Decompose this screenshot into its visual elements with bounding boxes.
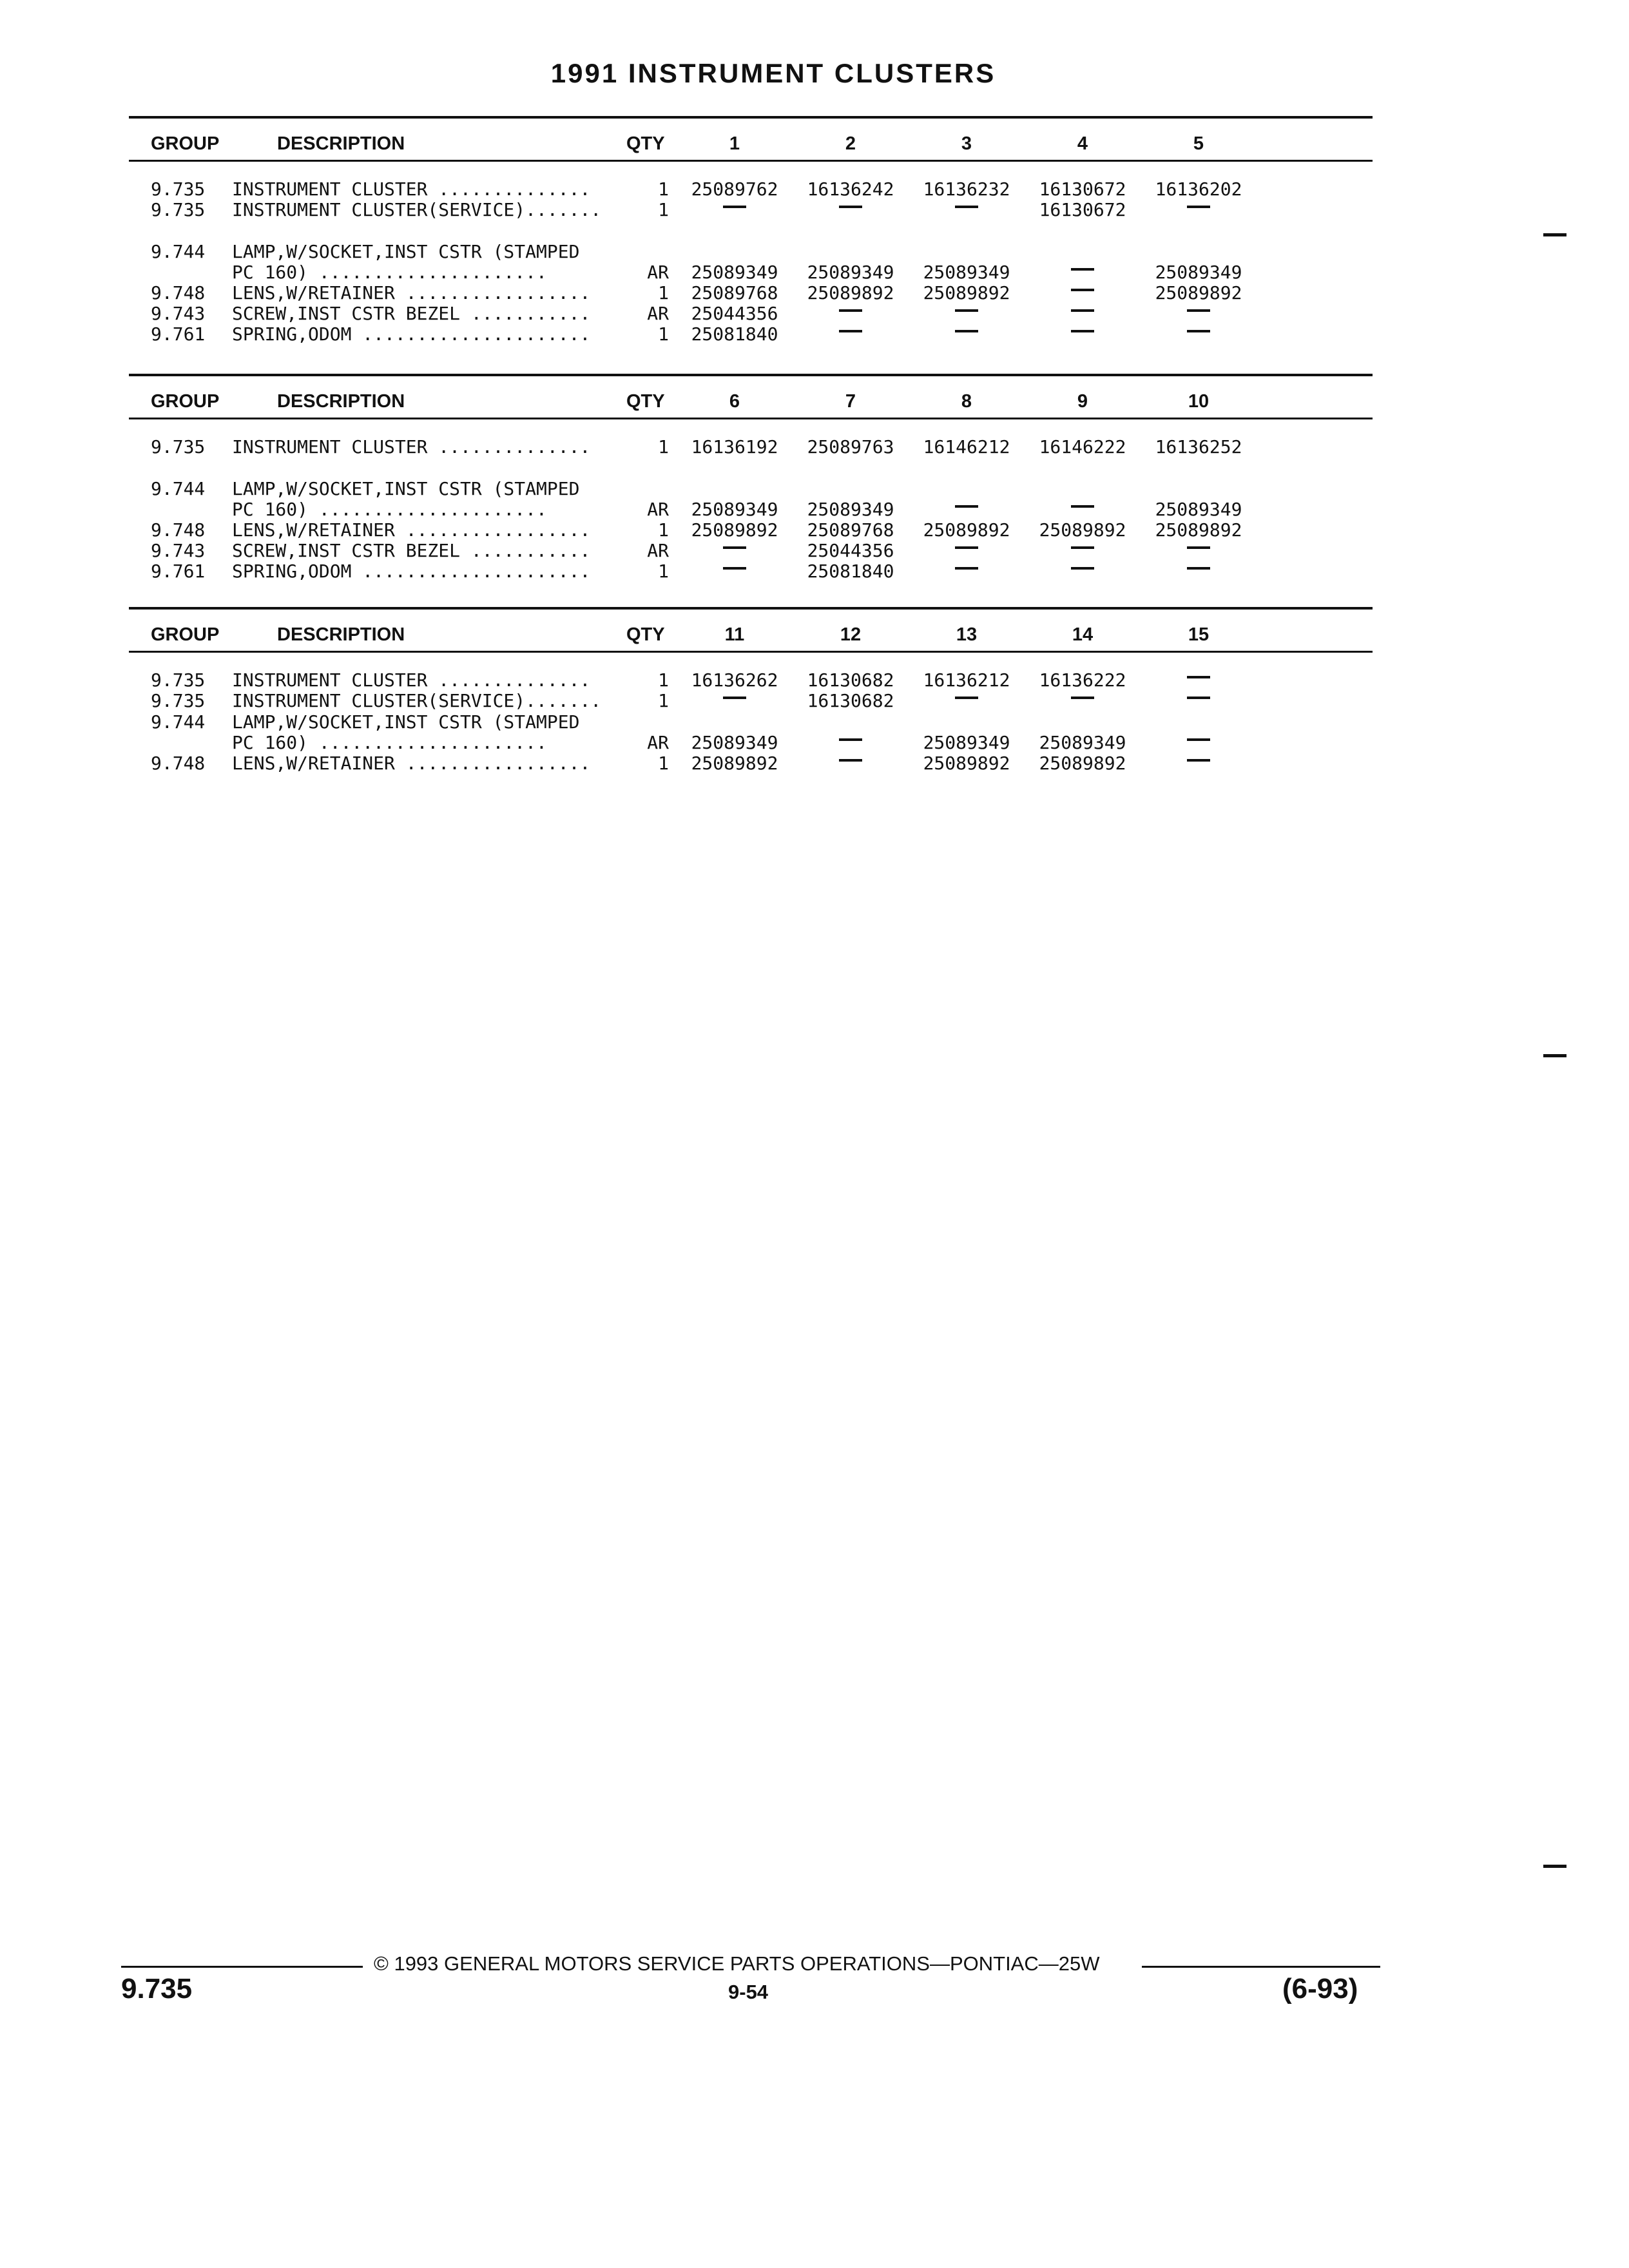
part-number: 25089349 [691, 262, 778, 283]
part-quantity: 1 [658, 282, 669, 303]
not-applicable-dash [1137, 303, 1260, 324]
part-number: 16136252 [1155, 436, 1242, 457]
not-applicable-dash [905, 541, 1028, 561]
not-applicable-dash [1021, 324, 1144, 345]
dash-mark [955, 206, 978, 208]
margin-mark [1543, 1054, 1566, 1057]
part-number: 16130682 [807, 690, 894, 711]
part-number: 25089892 [1155, 282, 1242, 303]
dash-mark [1187, 738, 1210, 741]
not-applicable-dash [905, 499, 1028, 520]
group-number: 9.761 [151, 323, 206, 345]
part-number: 25089349 [807, 262, 894, 283]
part-description: PC 160) ..................... [232, 499, 547, 520]
not-applicable-dash [1137, 691, 1260, 711]
part-number: 25089892 [691, 753, 778, 774]
part-number: 25089892 [1039, 753, 1126, 774]
header-column-2: 12 [840, 624, 862, 645]
dash-mark [839, 309, 862, 312]
part-quantity: 1 [658, 753, 669, 774]
group-number: 9.735 [151, 178, 206, 200]
group-number: 9.743 [151, 540, 206, 561]
not-applicable-dash [1137, 670, 1260, 691]
not-applicable-dash [905, 561, 1028, 582]
part-quantity: 1 [658, 690, 669, 711]
header-qty: QTY [626, 133, 665, 154]
group-number: 9.735 [151, 669, 206, 691]
footer-page-number: 9-54 [728, 1981, 769, 2003]
header-group: GROUP [151, 133, 220, 154]
not-applicable-dash [1021, 303, 1144, 324]
header-group: GROUP [151, 624, 220, 645]
dash-mark [955, 546, 978, 549]
part-description: INSTRUMENT CLUSTER(SERVICE)....... [232, 690, 602, 711]
not-applicable-dash [673, 200, 796, 220]
dash-mark [1187, 676, 1210, 678]
not-applicable-dash [905, 324, 1028, 345]
section-top-rule [129, 607, 1373, 610]
not-applicable-dash [905, 691, 1028, 711]
part-number: 16136192 [691, 436, 778, 457]
part-description: INSTRUMENT CLUSTER .............. [232, 436, 591, 457]
part-number: 25089349 [691, 499, 778, 520]
not-applicable-dash [1137, 561, 1260, 582]
footer-rule-left [121, 1966, 363, 1968]
part-description: SCREW,INST CSTR BEZEL ........... [232, 303, 591, 324]
part-description: SPRING,ODOM ..................... [232, 561, 591, 582]
group-number: 9.735 [151, 436, 206, 457]
part-description: LAMP,W/SOCKET,INST CSTR (STAMPED [232, 478, 580, 499]
section-top-rule [129, 116, 1373, 119]
dash-mark [955, 697, 978, 699]
dash-mark [839, 330, 862, 332]
part-number: 25089768 [691, 282, 778, 303]
part-quantity: AR [647, 732, 669, 753]
group-number: 9.743 [151, 303, 206, 324]
dash-mark [1187, 697, 1210, 699]
not-applicable-dash [905, 303, 1028, 324]
part-description: INSTRUMENT CLUSTER .............. [232, 669, 591, 691]
not-applicable-dash [673, 561, 796, 582]
dash-mark [1071, 309, 1094, 312]
dash-mark [955, 330, 978, 332]
page-title: 1991 INSTRUMENT CLUSTERS [550, 58, 996, 88]
part-number: 25089349 [1155, 499, 1242, 520]
header-qty: QTY [626, 391, 665, 412]
not-applicable-dash [1137, 541, 1260, 561]
part-number: 25089892 [691, 519, 778, 541]
dash-mark [1071, 330, 1094, 332]
section-header-rule [129, 651, 1373, 653]
part-quantity: 1 [658, 199, 669, 220]
part-description: LENS,W/RETAINER ................. [232, 753, 591, 774]
not-applicable-dash [1021, 499, 1144, 520]
header-column-5: 10 [1188, 391, 1210, 412]
part-number: 16136262 [691, 669, 778, 691]
header-column-1: 1 [729, 133, 740, 154]
part-quantity: AR [647, 499, 669, 520]
dash-mark [1187, 759, 1210, 762]
header-column-3: 3 [961, 133, 972, 154]
group-number: 9.744 [151, 241, 206, 262]
header-column-4: 4 [1077, 133, 1088, 154]
group-number: 9.744 [151, 711, 206, 733]
part-quantity: 1 [658, 436, 669, 457]
part-description: LENS,W/RETAINER ................. [232, 519, 591, 541]
part-description: INSTRUMENT CLUSTER .............. [232, 178, 591, 200]
dash-mark [1071, 505, 1094, 508]
not-applicable-dash [1021, 283, 1144, 303]
dash-mark [723, 546, 746, 549]
group-number: 9.748 [151, 753, 206, 774]
part-number: 25089349 [807, 499, 894, 520]
not-applicable-dash [1137, 733, 1260, 753]
part-quantity: 1 [658, 519, 669, 541]
not-applicable-dash [1137, 753, 1260, 774]
not-applicable-dash [673, 541, 796, 561]
header-column-2: 7 [845, 391, 856, 412]
part-number: 16136232 [923, 178, 1010, 200]
part-number: 25089768 [807, 519, 894, 541]
not-applicable-dash [1021, 691, 1144, 711]
not-applicable-dash [789, 733, 912, 753]
header-description: DESCRIPTION [277, 391, 405, 412]
part-description: LAMP,W/SOCKET,INST CSTR (STAMPED [232, 711, 580, 733]
part-number: 25089892 [1039, 519, 1126, 541]
dash-mark [1071, 546, 1094, 549]
part-number: 25089349 [691, 732, 778, 753]
dash-mark [1071, 567, 1094, 570]
margin-mark [1543, 233, 1566, 236]
part-description: LAMP,W/SOCKET,INST CSTR (STAMPED [232, 241, 580, 262]
dash-mark [1187, 309, 1210, 312]
not-applicable-dash [1137, 200, 1260, 220]
group-number: 9.748 [151, 519, 206, 541]
part-number: 16146212 [923, 436, 1010, 457]
part-number: 25089349 [1039, 732, 1126, 753]
header-description: DESCRIPTION [277, 133, 405, 154]
part-number: 25089892 [923, 282, 1010, 303]
section-header-rule [129, 160, 1373, 162]
part-quantity: AR [647, 262, 669, 283]
part-number: 16130672 [1039, 199, 1126, 220]
section-top-rule [129, 374, 1373, 376]
part-quantity: AR [647, 540, 669, 561]
dash-mark [839, 738, 862, 741]
part-number: 25089349 [923, 262, 1010, 283]
part-quantity: 1 [658, 178, 669, 200]
header-column-5: 5 [1193, 133, 1204, 154]
part-description: PC 160) ..................... [232, 732, 547, 753]
section-header-rule [129, 418, 1373, 419]
dash-mark [1187, 330, 1210, 332]
header-column-3: 8 [961, 391, 972, 412]
not-applicable-dash [1137, 324, 1260, 345]
not-applicable-dash [1021, 541, 1144, 561]
part-description: SCREW,INST CSTR BEZEL ........... [232, 540, 591, 561]
dash-mark [1071, 697, 1094, 699]
header-column-4: 9 [1077, 391, 1088, 412]
dash-mark [723, 567, 746, 570]
part-description: PC 160) ..................... [232, 262, 547, 283]
part-number: 25089892 [923, 519, 1010, 541]
part-description: LENS,W/RETAINER ................. [232, 282, 591, 303]
part-number: 25081840 [691, 323, 778, 345]
dash-mark [955, 505, 978, 508]
header-column-3: 13 [956, 624, 978, 645]
part-number: 25089762 [691, 178, 778, 200]
footer-copyright: © 1993 GENERAL MOTORS SERVICE PARTS OPERATIONS—PONTIAC—25W [374, 1952, 1100, 1975]
dash-mark [723, 206, 746, 208]
part-number: 16136202 [1155, 178, 1242, 200]
part-number: 25044356 [691, 303, 778, 324]
part-number: 25089349 [923, 732, 1010, 753]
part-number: 16136222 [1039, 669, 1126, 691]
part-quantity: 1 [658, 323, 669, 345]
dash-mark [955, 567, 978, 570]
not-applicable-dash [673, 691, 796, 711]
part-number: 25089892 [923, 753, 1010, 774]
dash-mark [1071, 268, 1094, 271]
part-number: 25089349 [1155, 262, 1242, 283]
part-number: 25081840 [807, 561, 894, 582]
header-group: GROUP [151, 391, 220, 412]
margin-mark [1543, 1865, 1566, 1868]
part-number: 16130682 [807, 669, 894, 691]
group-number: 9.748 [151, 282, 206, 303]
header-column-1: 11 [724, 624, 745, 645]
part-description: SPRING,ODOM ..................... [232, 323, 591, 345]
header-column-2: 2 [845, 133, 856, 154]
header-qty: QTY [626, 624, 665, 645]
dash-mark [1187, 206, 1210, 208]
dash-mark [1187, 567, 1210, 570]
dash-mark [839, 206, 862, 208]
group-number: 9.761 [151, 561, 206, 582]
not-applicable-dash [1021, 262, 1144, 283]
group-number: 9.735 [151, 199, 206, 220]
group-number: 9.744 [151, 478, 206, 499]
dash-mark [955, 309, 978, 312]
part-number: 16136242 [807, 178, 894, 200]
dash-mark [839, 759, 862, 762]
not-applicable-dash [789, 200, 912, 220]
part-number: 16130672 [1039, 178, 1126, 200]
header-column-1: 6 [729, 391, 740, 412]
not-applicable-dash [789, 324, 912, 345]
part-number: 25089892 [1155, 519, 1242, 541]
header-description: DESCRIPTION [277, 624, 405, 645]
footer-revision: (6-93) [1282, 1973, 1358, 2004]
footer-rule-right [1142, 1966, 1380, 1968]
dash-mark [1187, 546, 1210, 549]
part-number: 25089892 [807, 282, 894, 303]
part-number: 16146222 [1039, 436, 1126, 457]
not-applicable-dash [789, 753, 912, 774]
not-applicable-dash [905, 200, 1028, 220]
dash-mark [723, 697, 746, 699]
part-description: INSTRUMENT CLUSTER(SERVICE)....... [232, 199, 602, 220]
part-number: 16136212 [923, 669, 1010, 691]
part-quantity: 1 [658, 561, 669, 582]
group-number: 9.735 [151, 690, 206, 711]
part-number: 25089763 [807, 436, 894, 457]
part-quantity: AR [647, 303, 669, 324]
dash-mark [1071, 289, 1094, 291]
footer-group-number: 9.735 [121, 1973, 193, 2004]
part-number: 25044356 [807, 540, 894, 561]
not-applicable-dash [1021, 561, 1144, 582]
header-column-4: 14 [1072, 624, 1094, 645]
part-quantity: 1 [658, 669, 669, 691]
header-column-5: 15 [1188, 624, 1210, 645]
not-applicable-dash [789, 303, 912, 324]
